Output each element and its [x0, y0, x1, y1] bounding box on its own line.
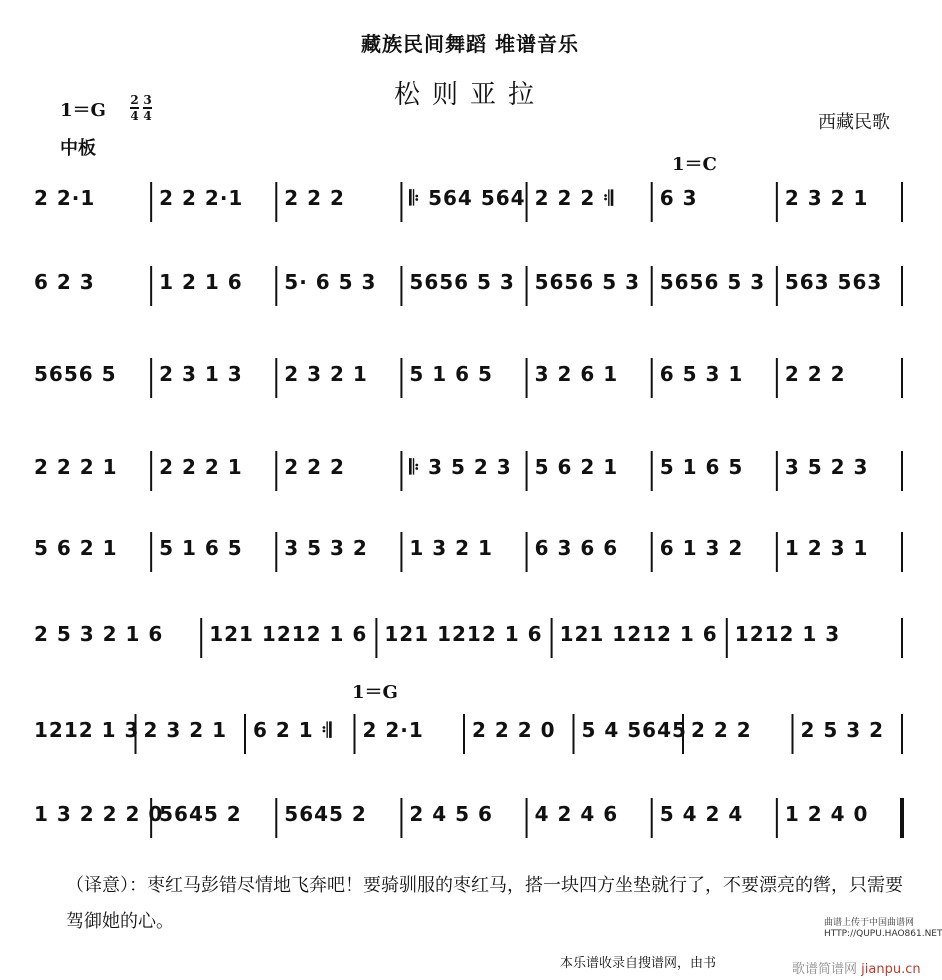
measure: 5656 5 3: [534, 270, 640, 294]
watermark-name: 歌谱简谱网: [792, 962, 858, 977]
measure: 2 2 2: [284, 455, 345, 479]
measure: 121 1212 1 6: [209, 622, 368, 646]
measure: 5 1 6 5: [409, 362, 493, 386]
measure: 5645 2: [159, 802, 242, 826]
measure: 6 5 3 1: [659, 362, 744, 386]
subtitle: 藏族民间舞蹈 堆谱音乐: [361, 32, 579, 56]
measure: 1 3 2 1: [409, 536, 493, 560]
measure: 563 563: [784, 270, 883, 294]
measure: 5 1 6 5: [659, 455, 744, 479]
measure: 2 5 3 2 1 6: [34, 622, 164, 646]
measure: 1212 1 3: [734, 622, 841, 646]
song-title: 松则亚拉: [393, 80, 546, 110]
measure: 𝄆 564 564: [409, 186, 526, 210]
time-signature-2-4: $\frac{2}{4}$: [130, 93, 139, 123]
watermark-domain: jianpu.cn: [861, 962, 921, 977]
measure: 3 5 2 3: [784, 455, 869, 479]
measure: 2 2 2 1: [159, 455, 243, 479]
measure: 2 2 2·1: [159, 186, 244, 210]
measure: 1212 1 3: [34, 718, 140, 742]
measure: 2 3 2 1: [284, 362, 368, 386]
measure: 5 6 2 1: [534, 455, 619, 479]
measure: 2 3 1 3: [159, 362, 243, 386]
measure: 5656 5 3: [409, 270, 515, 294]
tempo-marking: 中板: [60, 138, 96, 159]
measure: 5· 6 5 3: [284, 270, 377, 294]
measure: 2 2 2 1: [34, 455, 118, 479]
measure: 2 2 2: [784, 362, 846, 386]
measure: 2 2 2: [284, 186, 345, 210]
measure: 5 4 2 4: [659, 802, 744, 826]
watermark: [792, 958, 921, 977]
measure: 3 2 6 1: [534, 362, 619, 386]
source-note: 本乐谱收录自搜谱网，由书: [560, 956, 717, 971]
measure: 3 5 3 2: [284, 536, 368, 560]
measure: 2 2·1: [362, 718, 424, 742]
measure: 121 1212 1 6: [384, 622, 543, 646]
measure: 4 2 4 6: [534, 802, 619, 826]
measure: 6 1 3 2: [659, 536, 744, 560]
site-stamp-line2: HTTP://QUPU.HAO861.NET: [824, 929, 942, 939]
measure: 6 3: [659, 186, 698, 210]
measure: 2 5 3 2: [800, 718, 885, 742]
measure: 2 2 2: [691, 718, 752, 742]
measure: 5645 2: [284, 802, 367, 826]
measure: 5 6 2 1: [34, 536, 118, 560]
translation-note: （译意）：枣红马彭错尽情地飞奔吧！要骑驯服的枣红马，搭一块四方坐垫就行了，不要漂亮的辔，只需要驾御她的心。: [66, 875, 903, 932]
time-signature-3-4: $\frac{3}{4}$: [143, 93, 152, 123]
measure: 121 1212 1 6: [559, 622, 718, 646]
measure: 2 4 5 6: [409, 802, 493, 826]
measure: 5656 5 3: [659, 270, 766, 294]
measure: 5 1 6 5: [159, 536, 243, 560]
measure: 6 2 1 𝄇: [253, 718, 333, 742]
site-stamp: [824, 918, 942, 940]
key-change-c: 1＝C: [672, 154, 717, 175]
measure: 5656 5: [34, 362, 117, 386]
measure: 2 3 2 1: [143, 718, 228, 742]
key-signature: 1＝G: [60, 100, 106, 121]
measure: 1 2 1 6: [159, 270, 243, 294]
measure: 2 2 2 𝄇: [534, 186, 614, 210]
measure: 1 2 4 0: [784, 802, 869, 826]
measure: 2 2 2 0: [472, 718, 556, 742]
site-stamp-line1: 曲谱上传于中国曲谱网: [824, 918, 915, 928]
measure: 6 3 6 6: [534, 536, 619, 560]
measure: 2 3 2 1: [784, 186, 869, 210]
measure: 1 2 3 1: [784, 536, 869, 560]
measure: 5 4 5645: [581, 718, 687, 742]
time-signatures: [130, 94, 152, 122]
key-change-g: 1＝G: [352, 682, 398, 703]
measure: 6 2 3: [34, 270, 95, 294]
song-origin: 西藏民歌: [818, 112, 890, 133]
measure: 𝄆 3 5 2 3: [409, 455, 512, 479]
measure: 2 2·1: [34, 186, 96, 210]
measure: 1 3 2 2 2 0: [34, 802, 164, 826]
